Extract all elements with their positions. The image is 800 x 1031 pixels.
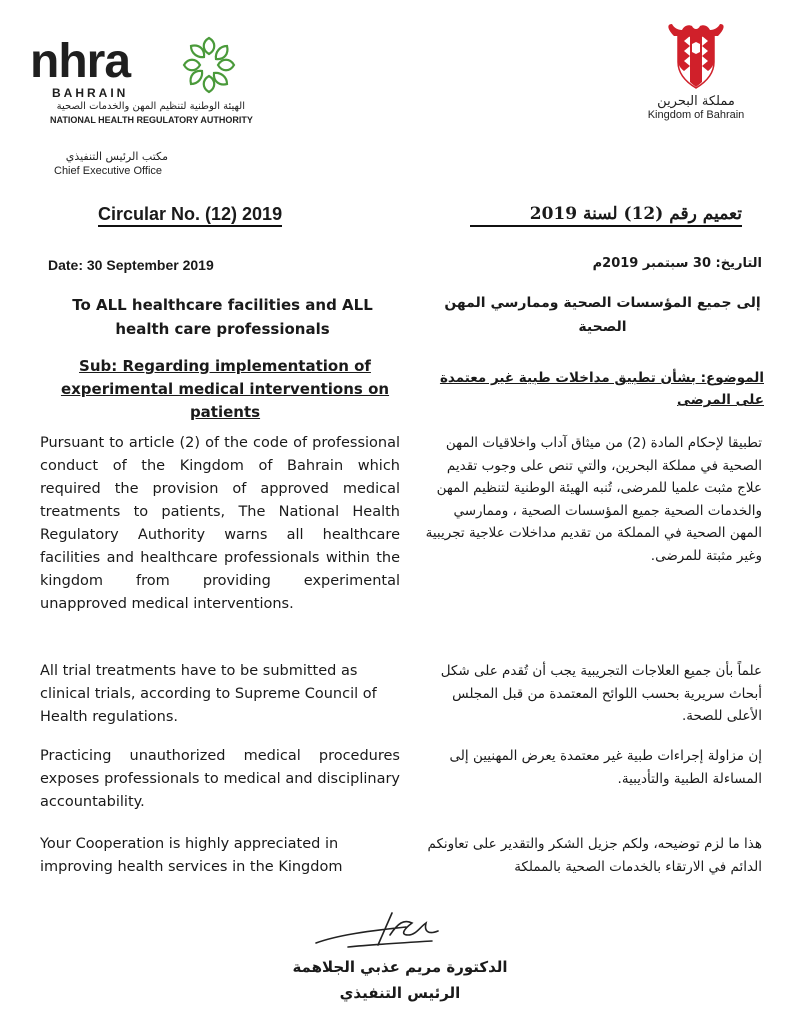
date-english: Date: 30 September 2019 — [48, 257, 214, 273]
paragraph-arabic-3: إن مزاولة إجراءات طبية غير معتمدة يعرض المهنيين إلى المساءلة الطبية والتأديبية. — [449, 748, 762, 787]
office-english: Chief Executive Office — [54, 165, 163, 177]
kingdom-arabic: مملكة البحرين — [657, 94, 735, 109]
bahrain-emblem-icon — [664, 22, 728, 92]
paragraph-english-4: Your Cooperation is highly appreciated in improving health services in the Kingdom — [40, 836, 343, 875]
date-arabic: التاريخ: 30 سبتمبر 2019م — [592, 256, 762, 271]
handwritten-signature — [308, 905, 448, 955]
paragraph-arabic-4: هذا ما لزم توضيحه، ولكم جزيل الشكر والتقدير على تعاونكم الدائم في الارتقاء بالخدمات الصحية بالمملكة — [427, 836, 762, 875]
paragraph-english-1: Pursuant to article (2) of the code of professional conduct of the Kingdom of Bahrain which required the provision of approved medical treatments to patients, The National Health Regulatory Authority warns all healthcare facilities and healthcare professionals within the kingdom from providing experimental unapproved medical interventions. — [40, 435, 400, 612]
nhra-wordmark-sub: BAHRAIN — [52, 86, 129, 100]
signatory-name: الدكتورة مريم عذبي الجلاهمة — [292, 958, 508, 976]
org-name-arabic: الهيئة الوطنية لتنظيم المهن والخدمات الصحية — [56, 101, 245, 112]
office-arabic: مكتب الرئيس التنفيذي — [65, 150, 168, 163]
paragraph-arabic-2: علماً بأن جميع العلاجات التجريبية يجب أن تُقدم على شكل أبحاث سريرية بحسب اللوائح المعتمدة من قبل المجلس الأعلى للصحة. — [440, 663, 762, 724]
signatory-title: الرئيس التنفيذي — [339, 984, 461, 1002]
subject-english: Sub: Regarding implementation of experimental medical interventions on patients — [60, 357, 390, 421]
addressee-arabic: إلى جميع المؤسسات الصحية وممارسي المهن الصحية — [444, 295, 761, 335]
paragraph-english-3: Practicing unauthorized medical procedures exposes professionals to medical and disciplinary accountability. — [40, 748, 400, 810]
paragraph-arabic-1: تطبيقا لإحكام المادة (2) من ميثاق آداب واخلاقيات المهن الصحية في مملكة البحرين، والتي تنص على وجوب تقديم علاج مثبت علميا للمرضى، تُنبه الهيئة الوطنية لتنظيم المهن والخدمات الصحية جميع المؤسسات الصحية ، وممارسي المهن الصحية في المملكة من تقديم مداخلات علاجية تجريبية وغير مثبتة للمرضى. — [425, 435, 762, 564]
subject-arabic: الموضوع: بشأن تطبيق مداخلات طبية غير معتمدة على المرضى — [439, 370, 764, 408]
org-name-english: NATIONAL HEALTH REGULATORY AUTHORITY — [50, 115, 253, 125]
circular-title-arabic: تعميم رقم (12) لسنة 2019 — [470, 205, 742, 227]
circular-title-english: Circular No. (12) 2019 — [98, 205, 282, 227]
nhra-wordmark: nhra — [30, 35, 131, 88]
addressee-english: To ALL healthcare facilities and ALL health care professionals — [72, 296, 373, 338]
kingdom-english: Kingdom of Bahrain — [647, 109, 745, 121]
nhra-leaf-ring-icon — [176, 32, 242, 98]
paragraph-english-2: All trial treatments have to be submitted as clinical trials, according to Supreme Council of Health regulations. — [40, 663, 377, 725]
